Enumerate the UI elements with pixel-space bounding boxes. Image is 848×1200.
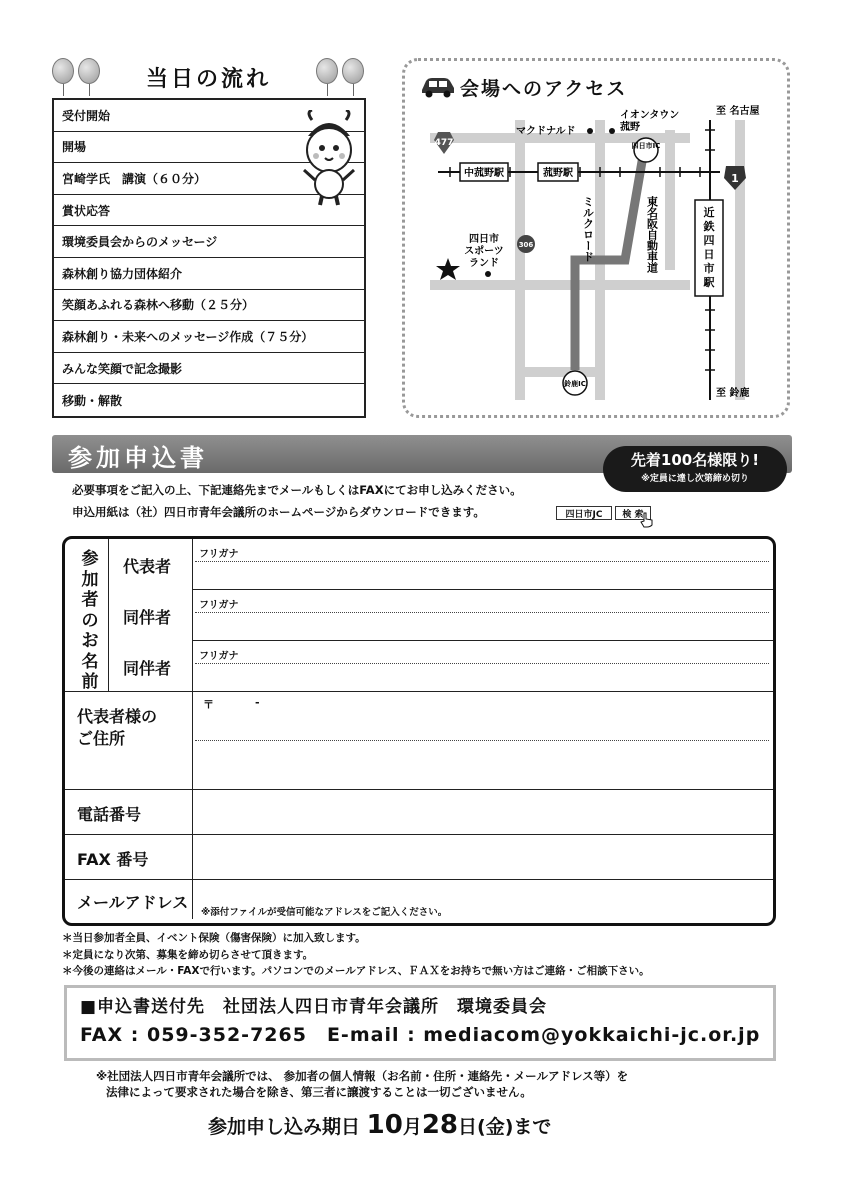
suzuka-ic-label: 鈴鹿IC [564,380,586,388]
companion-1-label: 同伴者 [123,608,172,627]
instruction-2: 申込用紙は（社）四日市青年会議所のホームページからダウンロードできます。 [72,505,485,519]
note-item: ＊今後の連絡はメール・FAXで行います。パソコンでのメールアドレス、ＦＡＸをお持ちで無い方はご連絡・ご相談下さい。 [62,965,650,977]
schedule-row: 笑顔あふれる森林へ移動（２５分） [54,290,364,322]
deadline-day: 28 [421,1110,459,1140]
privacy-notice [96,1068,628,1100]
furigana-label: フリガナ [199,600,239,611]
route-306-label: 306 [518,241,534,249]
access-map [420,100,776,410]
phone-field[interactable] [193,790,771,834]
route-1-label: 1 [731,172,739,185]
car-icon [420,76,456,98]
search-button[interactable]: 検 索 [615,506,651,520]
map-station-naka-komono: 中菰野駅 [464,168,504,179]
deadline-suffix: まで [513,1116,552,1138]
milk-road-label: ミルクロード [581,196,595,262]
deadline-weekday: (金) [477,1116,514,1138]
balloon-icon [342,58,364,84]
email-field[interactable] [193,880,771,904]
schedule-row: 環境委員会からのメッセージ [54,226,364,258]
notes [62,930,650,980]
access-title: 会場へのアクセス [460,78,628,100]
email-label: メールアドレス [77,893,189,912]
schedule-row: 森林創り・未来へのメッセージ作成（７５分） [54,321,364,353]
note-item: ＊当日参加者全員、イベント保険（傷害保険）に加入致します。 [62,932,366,944]
limit-sub: ※定員に達し次第締め切り [641,474,749,484]
participant-names-label: 参 加 者 の お 名 前 [81,549,99,692]
email-note: ※添付ファイルが受信可能なアドレスをご記入ください。 [201,907,448,918]
representative-name-field[interactable] [193,563,771,589]
limit-main: 先着100名様限り! [630,451,760,469]
deadline [208,1110,551,1140]
note-item: ＊定員になり次第、募集を締め切らさせて頂きます。 [62,948,314,961]
map-station-kintetsu: 近鉄四日市駅 [703,206,715,289]
sports-land-label-3: ランド [469,258,499,269]
balloons-right [316,58,364,84]
to-suzuka-label: 至 鈴鹿 [716,388,750,399]
companion-2-label: 同伴者 [123,659,172,678]
fax-label: FAX 番号 [77,850,149,869]
representative-label: 代表者 [123,557,172,576]
sports-land-label-1: 四日市 [469,234,499,245]
schedule-row: 宮崎学氏 講演（６０分） [54,163,364,195]
yokkaichi-ic-label: 四日市IC [631,142,661,150]
fax-field[interactable] [193,835,771,879]
search-input[interactable]: 四日市JC [556,506,612,520]
map-station-komono: 菰野駅 [543,168,573,179]
tomei-label: 東名阪自動車道 [645,196,659,273]
companion-1-name-field[interactable] [193,614,771,640]
application-form-table [62,536,776,926]
sports-land-label-2: スポーツ [464,246,504,257]
furigana-label: フリガナ [199,549,239,560]
address-label-2: ご住所 [77,729,126,748]
balloon-icon [52,58,74,84]
address-field[interactable] [193,692,771,789]
schedule-row: 賞状応答 [54,195,364,227]
mcdonalds-label: マクドナルド [516,126,576,137]
schedule-row: 森林創り協力団体紹介 [54,258,364,290]
schedule-row: みんな笑顔で記念撮影 [54,353,364,385]
contact-recipient: ■申込書送付先 社団法人四日市青年会議所 環境委員会 [80,997,548,1017]
hand-cursor-icon [640,512,654,528]
schedule-row: 受付開始 [54,100,364,132]
schedule-title: 当日の流れ [146,67,272,92]
postal-dash: - [255,696,260,709]
form-title: 参加申込書 [68,444,208,472]
deadline-day-unit: 日 [458,1116,478,1138]
companion-2-name-field[interactable] [193,665,771,691]
schedule-row: 開場 [54,132,364,164]
balloons-left [52,58,100,84]
schedule-row: 移動・解散 [62,393,123,408]
deadline-month-unit: 月 [402,1116,422,1138]
balloon-icon [316,58,338,84]
furigana-label: フリガナ [199,651,239,662]
limit-badge [603,446,787,492]
contact-fax-email: FAX : 059-352-7265 E-mail : mediacom@yokkaichi-jc.or.jp [80,1024,761,1046]
venue-star-icon [436,258,460,280]
aeon-komono-label: 菰野 [620,122,640,133]
privacy-line: 法律によって要求された場合を除き、第三者に譲渡することは一切ございません。 [106,1085,532,1099]
to-nagoya-label: 至 名古屋 [716,106,760,117]
balloon-icon [78,58,100,84]
deadline-month: 10 [366,1110,403,1140]
instruction-1: 必要事項をご記入の上、下記連絡先までメールもしくはFAXにてお申し込みください。 [72,483,522,497]
address-label-1: 代表者様の [77,707,158,726]
deadline-label: 参加申し込み期日 [208,1116,361,1138]
aeon-label: イオンタウン [620,110,680,121]
mascot-icon [298,110,360,206]
privacy-line: ※社団法人四日市青年会議所では、 参加者の個人情報（お名前・住所・連絡先・メールアドレス等）を [96,1069,629,1083]
postal-mark: 〒 [203,698,214,711]
route-477-label: 477 [434,138,454,148]
phone-label: 電話番号 [77,805,142,824]
